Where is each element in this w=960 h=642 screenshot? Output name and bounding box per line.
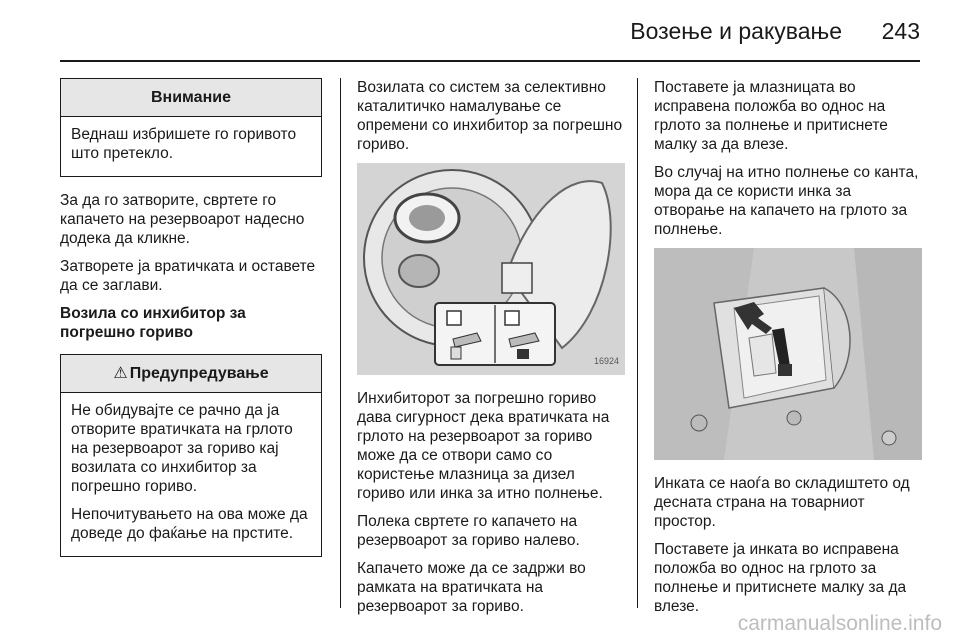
warning-triangle-icon: ⚠ (113, 365, 128, 382)
notice-box (60, 78, 322, 177)
paragraph: Во случај на итно полнење со канта, мора да се користи инка за отворање на капачето на грлото за полнење. (654, 164, 919, 238)
column-1 (60, 78, 322, 571)
paragraph: Поставете ја инката во исправена положба во однос на грлото за полнење и притиснете малку за да влезе. (654, 541, 907, 615)
warning-header (61, 355, 321, 393)
header-divider (60, 60, 920, 62)
column-2 (357, 78, 625, 625)
page-header (0, 0, 960, 58)
paragraph: Поставете ја млазницата во исправена положба во однос на грлото за полнење и притиснете малку за да влезе. (654, 79, 888, 153)
column-divider-1 (340, 78, 341, 608)
paragraph: Полека свртете го капачето на резервоарот за гориво налево. (357, 513, 580, 549)
page-number: 243 (881, 18, 920, 44)
paragraph: Инката се наоѓа во складиштето од десната страна на товарниот простор. (654, 475, 910, 530)
warning-box (60, 354, 322, 557)
notice-title: Внимание (61, 79, 321, 117)
notice-text: Веднаш избришете го горивото што претекло. (71, 126, 297, 162)
warning-text: Непочитувањето на ова може да доведе до фаќање на прстите. (71, 506, 308, 542)
section-heading: Возила со инхибитор за погрешно гориво (60, 305, 246, 341)
warning-title: Предупредување (129, 365, 269, 382)
funnel-storage-figure (654, 248, 922, 460)
paragraph: Капачето може да се задржи во рамката на вратичката на резервоарот за гориво. (357, 560, 586, 615)
paragraph: За да го затворите, свртете го капачето на резервоарот надесно додека да кликне. (60, 192, 305, 247)
funnel-storage-illustration (654, 248, 922, 460)
column-divider-2 (637, 78, 638, 608)
paragraph: Возилата со систем за селективно каталитичко намалување се опремени со инхибитор за погрешно гориво. (357, 79, 623, 153)
fuel-filler-figure (357, 163, 625, 375)
watermark: carmanualsonline.info (737, 612, 942, 635)
paragraph: Затворете ја вратичката и оставете да се заглави. (60, 258, 316, 294)
warning-text: Не обидувајте се рачно да ја отворите вратичката на грлото на резервоарот за гориво кај возилата со инхибитор за погрешно гориво. (71, 402, 293, 495)
header-title: Возење и ракување (630, 18, 842, 44)
figure-code: 16924 (593, 356, 619, 366)
paragraph: Инхибиторот за погрешно гориво дава сигурност дека вратичката на грлото на резервоарот за гориво може да се отвори само со користење млазница за дизел гориво или инка за итно полнење. (357, 390, 610, 502)
fuel-filler-illustration (357, 163, 625, 375)
column-3 (654, 78, 922, 625)
